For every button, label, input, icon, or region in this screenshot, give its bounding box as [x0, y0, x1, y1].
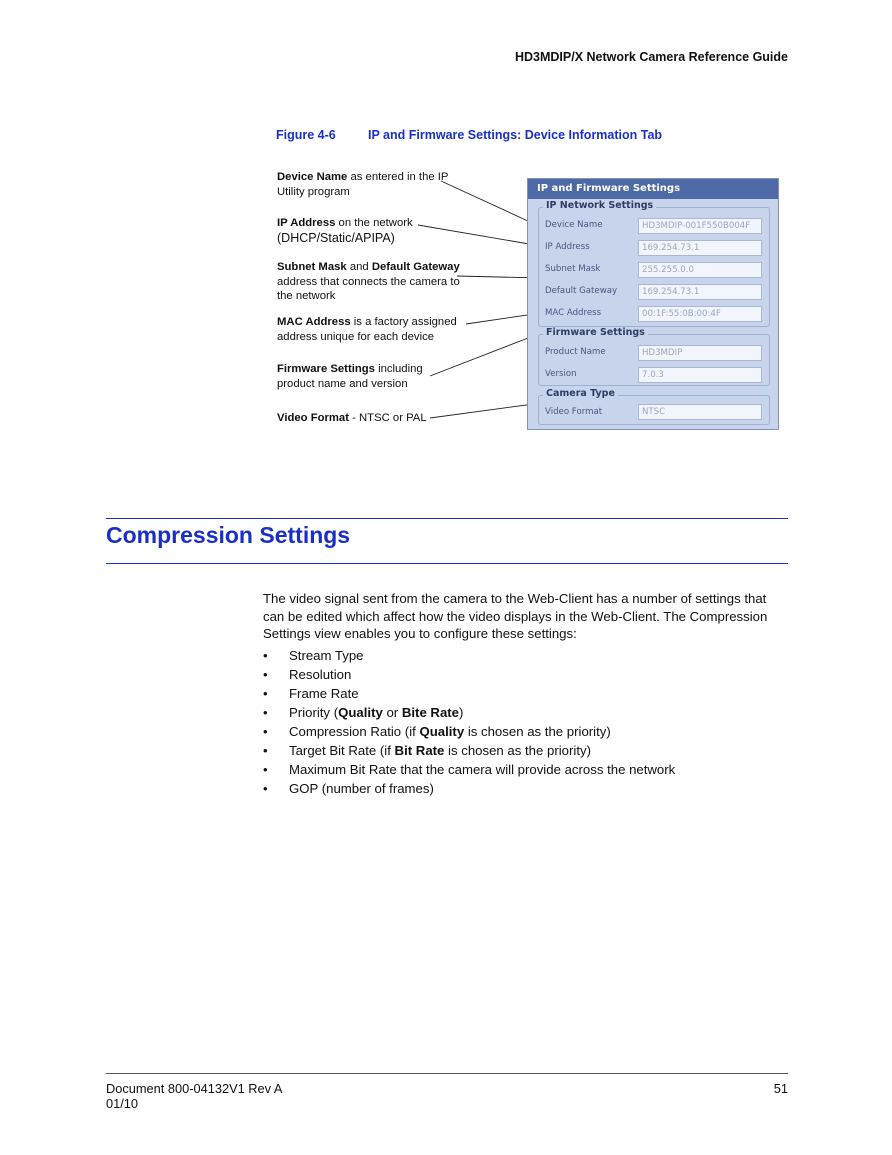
ip-address-field[interactable]: 169.254.73.1: [638, 240, 762, 256]
group-label: IP Network Settings: [543, 200, 656, 211]
default-gateway-field[interactable]: 169.254.73.1: [638, 284, 762, 300]
callout-text: as entered in the IP Utility program: [277, 171, 449, 198]
footer-rule: [106, 1073, 788, 1074]
leader-device-name: [441, 181, 541, 227]
document-number: Document 800-04132V1 Rev A: [106, 1081, 283, 1096]
callout-text-line2: (DHCP/Static/APIPA): [277, 230, 395, 245]
device-name-field[interactable]: HD3MDIP-001F550B004F: [638, 218, 762, 234]
callout-bold: Firmware Settings: [277, 363, 375, 375]
subnet-mask-field[interactable]: 255.255.0.0: [638, 262, 762, 278]
figure-number: Figure 4-6: [276, 128, 336, 142]
callout-text: - NTSC or PAL: [348, 412, 427, 424]
bullet-marker: •: [263, 667, 268, 682]
callout-bold: Video Format: [277, 412, 349, 424]
callout-text: on the network: [335, 217, 413, 229]
ip-address-label: IP Address: [545, 242, 590, 252]
bullet-marker: •: [263, 762, 268, 777]
list-item: • Priority (Quality or Bite Rate): [263, 705, 464, 720]
video-format-field[interactable]: NTSC: [638, 404, 762, 420]
section-rule-bottom: [106, 563, 788, 564]
list-item: • Target Bit Rate (if Bit Rate is chosen as the priority): [263, 743, 591, 758]
default-gateway-label: Default Gateway: [545, 286, 618, 296]
list-item: • Stream Type: [263, 648, 364, 663]
settings-list: [263, 646, 791, 798]
callout-text: including product name and version: [277, 363, 423, 390]
list-item: • Maximum Bit Rate that the camera will provide across the network: [263, 762, 676, 777]
mac-address-field[interactable]: 00:1F:55:0B:00:4F: [638, 306, 762, 322]
footer-document-info: [106, 1081, 282, 1111]
version-label: Version: [545, 369, 577, 379]
callout-bold: MAC Address: [277, 316, 351, 328]
list-item: • Compression Ratio (if Quality is chosen as the priority): [263, 724, 611, 739]
bullet-marker: •: [263, 743, 268, 758]
bullet-marker: •: [263, 705, 268, 720]
mac-address-label: MAC Address: [545, 308, 602, 318]
callout-bold: Subnet Mask: [277, 261, 347, 273]
bullet-marker: •: [263, 686, 268, 701]
product-name-field[interactable]: HD3MDIP: [638, 345, 762, 361]
dialog-title: IP and Firmware Settings: [528, 179, 778, 199]
callout-bold: Device Name: [277, 171, 348, 183]
figure-title: IP and Firmware Settings: Device Information Tab: [368, 128, 663, 142]
subnet-mask-label: Subnet Mask: [545, 264, 601, 274]
firmware-settings-group: [538, 327, 770, 386]
callout-bold-2: Default Gateway: [371, 261, 460, 273]
group-label: Firmware Settings: [543, 327, 648, 338]
list-item: • Frame Rate: [263, 686, 359, 701]
page-number: 51: [773, 1081, 788, 1096]
ip-firmware-settings-dialog: [527, 178, 779, 430]
callout-text: and: [346, 261, 372, 273]
callout-text: address that connects the camera to the network: [277, 275, 460, 302]
section-rule-top: [106, 518, 788, 519]
section-title: Compression Settings: [106, 522, 351, 548]
version-field[interactable]: 7.0.3: [638, 367, 762, 383]
bullet-marker: •: [263, 781, 268, 796]
bullet-marker: •: [263, 724, 268, 739]
product-name-label: Product Name: [545, 347, 606, 357]
camera-type-group: [538, 388, 770, 425]
group-label: Camera Type: [543, 388, 618, 399]
list-item: • Resolution: [263, 667, 352, 682]
bullet-marker: •: [263, 648, 268, 663]
leader-ip-address: [418, 225, 541, 246]
device-name-label: Device Name: [545, 220, 603, 230]
intro-paragraph: The video signal sent from the camera to the Web-Client has a number of settings that can be edited which affect how the video displays in the Web-Client. The Compression Settings view enables you to configure these settings:: [263, 591, 768, 641]
document-date: 01/10: [106, 1096, 139, 1111]
list-item: • GOP (number of frames): [263, 781, 434, 796]
leader-firmware: [430, 333, 541, 376]
callout-text: is a factory assigned address unique for each device: [277, 316, 457, 343]
running-header: HD3MDIP/X Network Camera Reference Guide: [514, 50, 788, 64]
leader-video-format: [430, 403, 541, 418]
callout-bold: IP Address: [277, 217, 336, 229]
ip-network-settings-group: [538, 200, 770, 327]
video-format-label: Video Format: [545, 407, 603, 417]
